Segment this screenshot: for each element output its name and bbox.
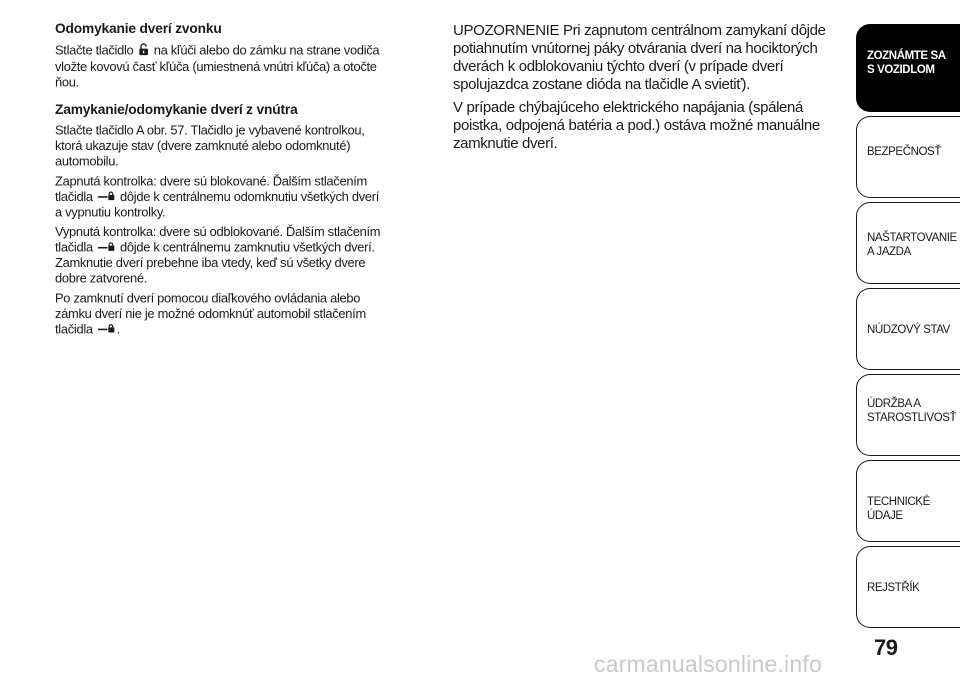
tab-emergency[interactable]: NÚDZOVÝ STAV: [856, 288, 960, 370]
tab-starting-driving[interactable]: NAŠTARTOVANIE A JAZDA: [856, 202, 960, 284]
padlock-icon: [138, 43, 148, 60]
tab-technical-data[interactable]: TECHNICKÉ ÚDAJE: [856, 460, 960, 542]
text: dôjde k centrálnemu zamknutiu všetkých dverí. Zamknutie dverí prebehne iba vtedy, keď sú všetky dvere dobre zatvorené.: [55, 240, 375, 287]
central-lock-icon: [98, 241, 115, 256]
text: Vypnutá kontrolka: dvere sú odblokované. Ďalším stlačením tlačidla: [55, 225, 381, 256]
tab-maintenance[interactable]: ÚDRŽBA A STAROSTLIVOSŤ: [856, 374, 960, 456]
page-number: 79: [874, 635, 898, 660]
tab-getting-to-know[interactable]: ZOZNÁMTE SA S VOZIDLOM: [856, 24, 960, 112]
central-lock-icon: [98, 322, 115, 337]
tab-index[interactable]: REJSTŘÍK: [856, 546, 960, 628]
chapter-tabs: [856, 24, 960, 632]
text: Po zamknutí dverí pomocou diaľkového ovládania alebo zámku dverí nie je možné odomknúť automobil stlačením tlačidla: [55, 291, 366, 337]
paragraph-button-a: Stlačte tlačidlo A obr. 57. Tlačidlo je vybavené kontrolkou, ktorá ukazuje stav (dvere zamknuté alebo odomknuté) automobilu.: [55, 123, 365, 170]
text: na kľúči alebo do zámku na strane vodiča vložte kovovú časť kľúča (umiestnená vnútri kľúča) a otočte ňou.: [55, 43, 380, 90]
left-column: [55, 22, 382, 342]
paragraph-power-failure: V prípade chýbajúceho elektrického napájania (spálená poistka, odpojená batéria a pod.) ostáva možné manuálne zamknutie dverí.: [453, 99, 820, 152]
tab-safety[interactable]: BEZPEČNOSŤ: [856, 116, 960, 198]
central-lock-icon: [98, 190, 115, 205]
watermark: carmanualsonline.info: [594, 651, 822, 677]
text: dôjde k centrálnemu odomknutiu všetkých dverí a vypnutiu kontrolky.: [55, 189, 380, 220]
paragraph-warning: UPOZORNENIE Pri zapnutom centrálnom zamykaní dôjde potiahnutím vnútornej páky otvárania dverí na hociktorých dverách k odblokovaniu týchto dverí (v prípade dverí spolujazdca zostane dióda na tlačidle A svietiť).: [453, 22, 826, 93]
text: Stlačte tlačidlo: [55, 43, 134, 59]
right-column: [453, 22, 845, 158]
paragraph-led-off: [55, 225, 382, 287]
text: .: [116, 322, 120, 337]
paragraph-unlock-outside: [55, 43, 382, 91]
paragraph-led-on: [55, 174, 382, 220]
heading-unlock-outside: Odomykanie dverí zvonku: [55, 22, 222, 37]
text: Zapnutá kontrolka: dvere sú blokované. Ďalším stlačením tlačidla: [55, 174, 367, 205]
heading-lock-inside: Zamykanie/odomykanie dverí z vnútra: [55, 102, 298, 118]
paragraph-remote-lock: [55, 291, 382, 337]
